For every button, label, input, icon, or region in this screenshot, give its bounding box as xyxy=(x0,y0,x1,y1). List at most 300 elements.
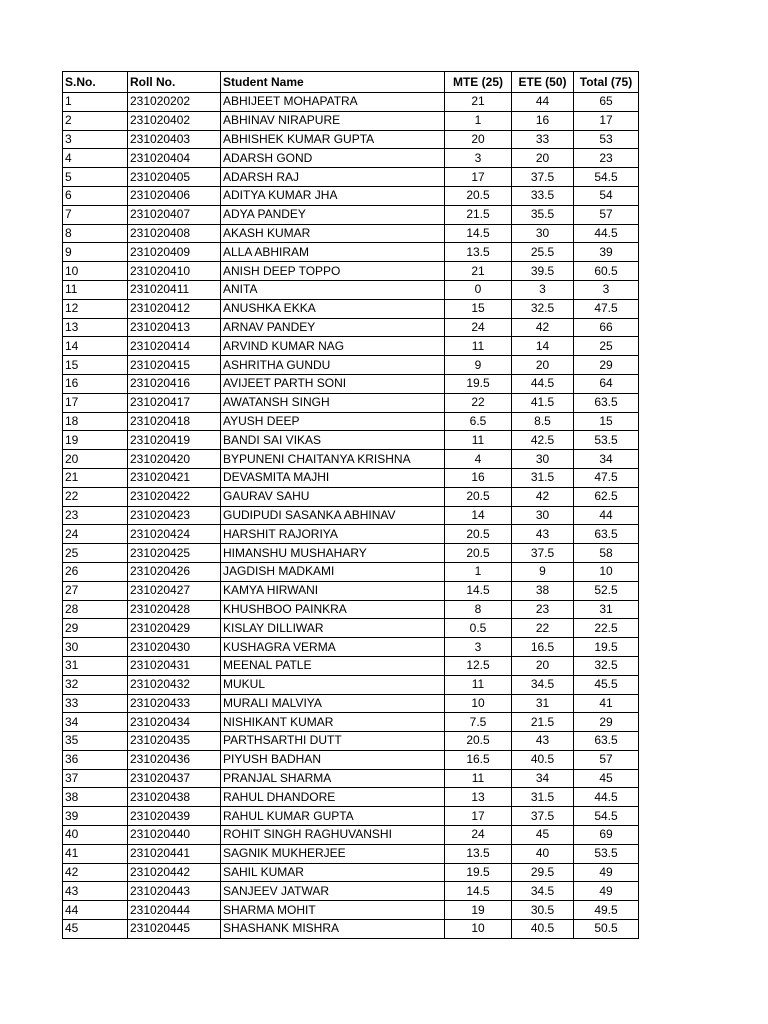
cell-total: 47.5 xyxy=(574,468,639,487)
cell-roll-no: 231020406 xyxy=(128,186,221,205)
cell-student-name: PIYUSH BADHAN xyxy=(221,750,445,769)
cell-ete: 3 xyxy=(512,280,574,299)
cell-roll-no: 231020430 xyxy=(128,638,221,657)
cell-ete: 33 xyxy=(512,130,574,149)
table-row xyxy=(63,186,639,205)
cell-student-name: ROHIT SINGH RAGHUVANSHI xyxy=(221,826,445,845)
cell-sno: 43 xyxy=(63,882,128,901)
cell-roll-no: 231020405 xyxy=(128,168,221,187)
cell-roll-no: 231020445 xyxy=(128,920,221,939)
cell-ete: 20 xyxy=(512,656,574,675)
cell-roll-no: 231020414 xyxy=(128,337,221,356)
cell-mte: 20.5 xyxy=(445,525,512,544)
cell-student-name: HIMANSHU MUSHAHARY xyxy=(221,544,445,563)
cell-ete: 21.5 xyxy=(512,713,574,732)
table-row xyxy=(63,863,639,882)
header-total: Total (75) xyxy=(574,72,639,93)
cell-sno: 15 xyxy=(63,356,128,375)
cell-mte: 19.5 xyxy=(445,863,512,882)
table-row xyxy=(63,882,639,901)
table-row xyxy=(63,713,639,732)
cell-roll-no: 231020442 xyxy=(128,863,221,882)
cell-ete: 31.5 xyxy=(512,468,574,487)
cell-mte: 14.5 xyxy=(445,224,512,243)
cell-roll-no: 231020403 xyxy=(128,130,221,149)
cell-total: 3 xyxy=(574,280,639,299)
cell-mte: 17 xyxy=(445,168,512,187)
cell-ete: 37.5 xyxy=(512,168,574,187)
cell-ete: 8.5 xyxy=(512,412,574,431)
cell-mte: 12.5 xyxy=(445,656,512,675)
table-row xyxy=(63,130,639,149)
cell-student-name: SAHIL KUMAR xyxy=(221,863,445,882)
cell-total: 32.5 xyxy=(574,656,639,675)
cell-roll-no: 231020411 xyxy=(128,280,221,299)
table-row xyxy=(63,619,639,638)
cell-roll-no: 231020438 xyxy=(128,788,221,807)
cell-mte: 7.5 xyxy=(445,713,512,732)
cell-ete: 16 xyxy=(512,111,574,130)
cell-total: 65 xyxy=(574,93,639,112)
cell-total: 49.5 xyxy=(574,901,639,920)
cell-student-name: ANUSHKA EKKA xyxy=(221,299,445,318)
cell-student-name: GUDIPUDI SASANKA ABHINAV xyxy=(221,506,445,525)
cell-student-name: AYUSH DEEP xyxy=(221,412,445,431)
table-row xyxy=(63,506,639,525)
table-row xyxy=(63,299,639,318)
cell-ete: 39.5 xyxy=(512,262,574,281)
cell-total: 39 xyxy=(574,243,639,262)
cell-student-name: SHARMA MOHIT xyxy=(221,901,445,920)
cell-mte: 17 xyxy=(445,807,512,826)
cell-ete: 16.5 xyxy=(512,638,574,657)
cell-ete: 32.5 xyxy=(512,299,574,318)
cell-sno: 18 xyxy=(63,412,128,431)
cell-student-name: AWATANSH SINGH xyxy=(221,393,445,412)
cell-total: 53.5 xyxy=(574,844,639,863)
cell-sno: 29 xyxy=(63,619,128,638)
cell-ete: 25.5 xyxy=(512,243,574,262)
cell-mte: 0.5 xyxy=(445,619,512,638)
table-row xyxy=(63,656,639,675)
table-row xyxy=(63,750,639,769)
cell-roll-no: 231020426 xyxy=(128,562,221,581)
cell-total: 64 xyxy=(574,374,639,393)
cell-sno: 16 xyxy=(63,374,128,393)
cell-roll-no: 231020429 xyxy=(128,619,221,638)
table-row xyxy=(63,356,639,375)
cell-total: 53 xyxy=(574,130,639,149)
cell-mte: 10 xyxy=(445,920,512,939)
cell-sno: 1 xyxy=(63,93,128,112)
cell-roll-no: 231020422 xyxy=(128,487,221,506)
marks-table xyxy=(62,71,639,939)
cell-sno: 34 xyxy=(63,713,128,732)
cell-total: 44 xyxy=(574,506,639,525)
cell-sno: 45 xyxy=(63,920,128,939)
table-row xyxy=(63,769,639,788)
cell-ete: 40.5 xyxy=(512,750,574,769)
cell-roll-no: 231020427 xyxy=(128,581,221,600)
cell-student-name: ADITYA KUMAR JHA xyxy=(221,186,445,205)
cell-total: 44.5 xyxy=(574,788,639,807)
cell-mte: 14.5 xyxy=(445,882,512,901)
cell-mte: 20.5 xyxy=(445,544,512,563)
cell-total: 69 xyxy=(574,826,639,845)
cell-mte: 3 xyxy=(445,149,512,168)
table-row xyxy=(63,262,639,281)
cell-roll-no: 231020404 xyxy=(128,149,221,168)
table-row xyxy=(63,280,639,299)
cell-ete: 43 xyxy=(512,525,574,544)
cell-student-name: ADARSH RAJ xyxy=(221,168,445,187)
cell-total: 29 xyxy=(574,356,639,375)
table-row xyxy=(63,600,639,619)
cell-total: 19.5 xyxy=(574,638,639,657)
cell-ete: 41.5 xyxy=(512,393,574,412)
cell-roll-no: 231020420 xyxy=(128,450,221,469)
cell-roll-no: 231020408 xyxy=(128,224,221,243)
cell-student-name: PARTHSARTHI DUTT xyxy=(221,732,445,751)
cell-total: 63.5 xyxy=(574,525,639,544)
table-row xyxy=(63,788,639,807)
cell-ete: 31.5 xyxy=(512,788,574,807)
cell-student-name: ADYA PANDEY xyxy=(221,205,445,224)
cell-student-name: MEENAL PATLE xyxy=(221,656,445,675)
cell-mte: 11 xyxy=(445,337,512,356)
cell-student-name: ASHRITHA GUNDU xyxy=(221,356,445,375)
cell-total: 63.5 xyxy=(574,732,639,751)
cell-mte: 9 xyxy=(445,356,512,375)
cell-student-name: ANISH DEEP TOPPO xyxy=(221,262,445,281)
cell-total: 45 xyxy=(574,769,639,788)
cell-total: 41 xyxy=(574,694,639,713)
table-row xyxy=(63,168,639,187)
cell-mte: 21 xyxy=(445,262,512,281)
cell-mte: 3 xyxy=(445,638,512,657)
cell-ete: 42 xyxy=(512,487,574,506)
cell-mte: 13.5 xyxy=(445,243,512,262)
cell-total: 60.5 xyxy=(574,262,639,281)
cell-sno: 13 xyxy=(63,318,128,337)
cell-student-name: PRANJAL SHARMA xyxy=(221,769,445,788)
cell-ete: 43 xyxy=(512,732,574,751)
cell-mte: 11 xyxy=(445,769,512,788)
cell-ete: 14 xyxy=(512,337,574,356)
cell-student-name: ALLA ABHIRAM xyxy=(221,243,445,262)
cell-sno: 9 xyxy=(63,243,128,262)
cell-sno: 30 xyxy=(63,638,128,657)
cell-mte: 19 xyxy=(445,901,512,920)
cell-ete: 30.5 xyxy=(512,901,574,920)
cell-sno: 4 xyxy=(63,149,128,168)
table-row xyxy=(63,111,639,130)
header-mte: MTE (25) xyxy=(445,72,512,93)
cell-sno: 22 xyxy=(63,487,128,506)
cell-total: 54 xyxy=(574,186,639,205)
cell-total: 58 xyxy=(574,544,639,563)
cell-total: 52.5 xyxy=(574,581,639,600)
cell-roll-no: 231020437 xyxy=(128,769,221,788)
cell-total: 57 xyxy=(574,750,639,769)
cell-roll-no: 231020435 xyxy=(128,732,221,751)
cell-roll-no: 231020413 xyxy=(128,318,221,337)
table-row xyxy=(63,920,639,939)
cell-ete: 30 xyxy=(512,506,574,525)
table-row xyxy=(63,318,639,337)
cell-ete: 20 xyxy=(512,356,574,375)
cell-student-name: ARVIND KUMAR NAG xyxy=(221,337,445,356)
cell-total: 44.5 xyxy=(574,224,639,243)
cell-total: 45.5 xyxy=(574,675,639,694)
cell-mte: 20.5 xyxy=(445,186,512,205)
cell-student-name: ADARSH GOND xyxy=(221,149,445,168)
cell-ete: 40 xyxy=(512,844,574,863)
table-row xyxy=(63,337,639,356)
cell-ete: 42 xyxy=(512,318,574,337)
cell-mte: 1 xyxy=(445,111,512,130)
cell-mte: 24 xyxy=(445,318,512,337)
cell-roll-no: 231020440 xyxy=(128,826,221,845)
cell-sno: 24 xyxy=(63,525,128,544)
cell-sno: 41 xyxy=(63,844,128,863)
cell-mte: 16.5 xyxy=(445,750,512,769)
table-row xyxy=(63,826,639,845)
cell-total: 54.5 xyxy=(574,168,639,187)
cell-mte: 11 xyxy=(445,431,512,450)
table-row xyxy=(63,694,639,713)
cell-sno: 2 xyxy=(63,111,128,130)
cell-sno: 36 xyxy=(63,750,128,769)
cell-student-name: RAHUL DHANDORE xyxy=(221,788,445,807)
cell-sno: 21 xyxy=(63,468,128,487)
cell-roll-no: 231020402 xyxy=(128,111,221,130)
cell-total: 25 xyxy=(574,337,639,356)
cell-total: 23 xyxy=(574,149,639,168)
cell-roll-no: 231020407 xyxy=(128,205,221,224)
cell-roll-no: 231020436 xyxy=(128,750,221,769)
header-student-name: Student Name xyxy=(221,72,445,93)
cell-total: 22.5 xyxy=(574,619,639,638)
cell-roll-no: 231020409 xyxy=(128,243,221,262)
cell-mte: 19.5 xyxy=(445,374,512,393)
cell-sno: 6 xyxy=(63,186,128,205)
cell-mte: 10 xyxy=(445,694,512,713)
cell-roll-no: 231020202 xyxy=(128,93,221,112)
cell-student-name: AVIJEET PARTH SONI xyxy=(221,374,445,393)
cell-ete: 44 xyxy=(512,93,574,112)
table-row xyxy=(63,243,639,262)
cell-sno: 37 xyxy=(63,769,128,788)
cell-total: 31 xyxy=(574,600,639,619)
cell-sno: 17 xyxy=(63,393,128,412)
cell-total: 29 xyxy=(574,713,639,732)
cell-ete: 34 xyxy=(512,769,574,788)
table-row xyxy=(63,149,639,168)
cell-total: 34 xyxy=(574,450,639,469)
cell-mte: 24 xyxy=(445,826,512,845)
cell-student-name: AKASH KUMAR xyxy=(221,224,445,243)
cell-roll-no: 231020415 xyxy=(128,356,221,375)
cell-ete: 33.5 xyxy=(512,186,574,205)
cell-sno: 35 xyxy=(63,732,128,751)
table-row xyxy=(63,205,639,224)
cell-student-name: DEVASMITA MAJHI xyxy=(221,468,445,487)
cell-roll-no: 231020428 xyxy=(128,600,221,619)
cell-student-name: ANITA xyxy=(221,280,445,299)
cell-total: 49 xyxy=(574,863,639,882)
cell-sno: 28 xyxy=(63,600,128,619)
cell-student-name: KUSHAGRA VERMA xyxy=(221,638,445,657)
cell-student-name: SHASHANK MISHRA xyxy=(221,920,445,939)
cell-mte: 14.5 xyxy=(445,581,512,600)
cell-student-name: GAURAV SAHU xyxy=(221,487,445,506)
cell-ete: 34.5 xyxy=(512,882,574,901)
header-ete: ETE (50) xyxy=(512,72,574,93)
cell-ete: 45 xyxy=(512,826,574,845)
table-row xyxy=(63,487,639,506)
cell-sno: 7 xyxy=(63,205,128,224)
cell-roll-no: 231020433 xyxy=(128,694,221,713)
cell-roll-no: 231020441 xyxy=(128,844,221,863)
cell-total: 53.5 xyxy=(574,431,639,450)
table-row xyxy=(63,844,639,863)
cell-sno: 10 xyxy=(63,262,128,281)
cell-ete: 9 xyxy=(512,562,574,581)
cell-sno: 19 xyxy=(63,431,128,450)
cell-roll-no: 231020439 xyxy=(128,807,221,826)
cell-mte: 11 xyxy=(445,675,512,694)
cell-total: 49 xyxy=(574,882,639,901)
header-roll-no: Roll No. xyxy=(128,72,221,93)
cell-roll-no: 231020432 xyxy=(128,675,221,694)
table-row xyxy=(63,374,639,393)
cell-ete: 42.5 xyxy=(512,431,574,450)
header-sno: S.No. xyxy=(63,72,128,93)
cell-roll-no: 231020443 xyxy=(128,882,221,901)
cell-sno: 12 xyxy=(63,299,128,318)
cell-roll-no: 231020412 xyxy=(128,299,221,318)
cell-sno: 40 xyxy=(63,826,128,845)
cell-mte: 0 xyxy=(445,280,512,299)
cell-sno: 38 xyxy=(63,788,128,807)
table-row xyxy=(63,393,639,412)
cell-roll-no: 231020417 xyxy=(128,393,221,412)
cell-sno: 5 xyxy=(63,168,128,187)
cell-ete: 34.5 xyxy=(512,675,574,694)
cell-roll-no: 231020419 xyxy=(128,431,221,450)
cell-mte: 16 xyxy=(445,468,512,487)
cell-student-name: ABHIJEET MOHAPATRA xyxy=(221,93,445,112)
table-row xyxy=(63,450,639,469)
cell-ete: 37.5 xyxy=(512,807,574,826)
cell-roll-no: 231020418 xyxy=(128,412,221,431)
cell-student-name: JAGDISH MADKAMI xyxy=(221,562,445,581)
cell-mte: 13.5 xyxy=(445,844,512,863)
cell-sno: 26 xyxy=(63,562,128,581)
cell-sno: 33 xyxy=(63,694,128,713)
cell-sno: 31 xyxy=(63,656,128,675)
cell-student-name: KISLAY DILLIWAR xyxy=(221,619,445,638)
cell-sno: 3 xyxy=(63,130,128,149)
cell-ete: 30 xyxy=(512,224,574,243)
cell-roll-no: 231020424 xyxy=(128,525,221,544)
cell-sno: 32 xyxy=(63,675,128,694)
table-row xyxy=(63,675,639,694)
cell-sno: 42 xyxy=(63,863,128,882)
table-row xyxy=(63,412,639,431)
table-row xyxy=(63,224,639,243)
table-row xyxy=(63,638,639,657)
cell-roll-no: 231020421 xyxy=(128,468,221,487)
cell-roll-no: 231020423 xyxy=(128,506,221,525)
cell-student-name: HARSHIT RAJORIYA xyxy=(221,525,445,544)
cell-mte: 15 xyxy=(445,299,512,318)
cell-ete: 22 xyxy=(512,619,574,638)
cell-mte: 20.5 xyxy=(445,487,512,506)
table-row xyxy=(63,732,639,751)
table-row xyxy=(63,581,639,600)
header-row xyxy=(63,72,639,93)
cell-mte: 20 xyxy=(445,130,512,149)
cell-roll-no: 231020444 xyxy=(128,901,221,920)
cell-mte: 6.5 xyxy=(445,412,512,431)
table-row xyxy=(63,544,639,563)
cell-student-name: BANDI SAI VIKAS xyxy=(221,431,445,450)
cell-ete: 20 xyxy=(512,149,574,168)
cell-total: 17 xyxy=(574,111,639,130)
cell-mte: 21 xyxy=(445,93,512,112)
cell-total: 50.5 xyxy=(574,920,639,939)
cell-sno: 23 xyxy=(63,506,128,525)
cell-total: 57 xyxy=(574,205,639,224)
cell-sno: 25 xyxy=(63,544,128,563)
table-row xyxy=(63,525,639,544)
cell-sno: 8 xyxy=(63,224,128,243)
table-row xyxy=(63,468,639,487)
cell-total: 47.5 xyxy=(574,299,639,318)
cell-mte: 13 xyxy=(445,788,512,807)
cell-sno: 27 xyxy=(63,581,128,600)
table-row xyxy=(63,93,639,112)
table-row xyxy=(63,431,639,450)
cell-student-name: RAHUL KUMAR GUPTA xyxy=(221,807,445,826)
cell-student-name: ABHINAV NIRAPURE xyxy=(221,111,445,130)
cell-roll-no: 231020431 xyxy=(128,656,221,675)
cell-student-name: MUKUL xyxy=(221,675,445,694)
cell-sno: 14 xyxy=(63,337,128,356)
cell-mte: 20.5 xyxy=(445,732,512,751)
cell-ete: 44.5 xyxy=(512,374,574,393)
table-row xyxy=(63,901,639,920)
cell-student-name: KAMYA HIRWANI xyxy=(221,581,445,600)
cell-roll-no: 231020434 xyxy=(128,713,221,732)
cell-mte: 22 xyxy=(445,393,512,412)
cell-total: 62.5 xyxy=(574,487,639,506)
cell-student-name: MURALI MALVIYA xyxy=(221,694,445,713)
cell-ete: 37.5 xyxy=(512,544,574,563)
cell-mte: 8 xyxy=(445,600,512,619)
cell-ete: 30 xyxy=(512,450,574,469)
table-row xyxy=(63,807,639,826)
cell-total: 63.5 xyxy=(574,393,639,412)
cell-roll-no: 231020416 xyxy=(128,374,221,393)
cell-student-name: BYPUNENI CHAITANYA KRISHNA xyxy=(221,450,445,469)
cell-mte: 21.5 xyxy=(445,205,512,224)
cell-ete: 31 xyxy=(512,694,574,713)
cell-mte: 1 xyxy=(445,562,512,581)
cell-ete: 40.5 xyxy=(512,920,574,939)
